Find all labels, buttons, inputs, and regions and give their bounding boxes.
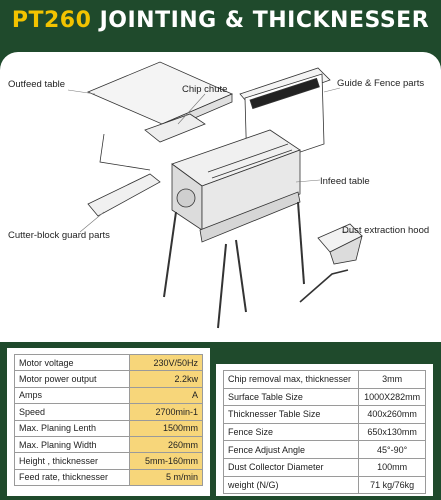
table-row	[15, 469, 203, 485]
spec-label: Amps	[15, 387, 130, 403]
spec-label: Surface Table Size	[224, 388, 359, 406]
title-text: JOINTING & THICKNESSER	[91, 8, 430, 33]
model-name: PT260	[11, 8, 92, 33]
spec-label: Max. Planing Lenth	[15, 420, 130, 436]
spec-value: 230V/50Hz	[130, 355, 203, 371]
specs-left-table	[14, 354, 203, 486]
table-row	[224, 458, 426, 476]
callout-dust-hood: Dust extraction hood	[342, 225, 430, 236]
table-row	[15, 404, 203, 420]
machine-body-shape	[172, 130, 300, 242]
lever-shape	[300, 270, 348, 302]
spec-label: Feed rate, thicknesser	[15, 469, 130, 485]
spec-value: 650x130mm	[359, 423, 426, 441]
spec-value: A	[130, 387, 203, 403]
table-row	[224, 388, 426, 406]
callout-guide-fence: Guide & Fence parts	[337, 78, 425, 89]
callout-cutter-guard: Cutter-block guard parts	[8, 230, 110, 241]
callout-outfeed-table: Outfeed table	[8, 79, 66, 90]
spec-value: 1500mm	[130, 420, 203, 436]
page-title	[0, 8, 441, 33]
spec-label: Speed	[15, 404, 130, 420]
table-row	[15, 453, 203, 469]
bracket-shape	[100, 134, 150, 170]
spec-label: Motor voltage	[15, 355, 130, 371]
spec-label: Fence Size	[224, 423, 359, 441]
specs-left-panel	[7, 348, 210, 496]
callout-infeed-table: Infeed table	[320, 176, 370, 187]
table-row	[224, 441, 426, 459]
table-row	[224, 371, 426, 389]
spec-value: 45°-90°	[359, 441, 426, 459]
specs-right-table	[223, 370, 426, 494]
table-row	[15, 387, 203, 403]
spec-value: 3mm	[359, 371, 426, 389]
cutter-guard-shape	[88, 174, 160, 216]
table-row	[15, 371, 203, 387]
spec-value: 100mm	[359, 458, 426, 476]
spec-label: Fence Adjust Angle	[224, 441, 359, 459]
exploded-diagram	[0, 52, 441, 342]
table-row	[15, 420, 203, 436]
spec-label: Max. Planing Width	[15, 436, 130, 452]
spec-value: 2700min-1	[130, 404, 203, 420]
callout-chip-chute: Chip chute	[182, 84, 228, 95]
spec-value: 400x260mm	[359, 406, 426, 424]
header	[0, 0, 441, 52]
spec-label: Thicknesser Table Size	[224, 406, 359, 424]
spec-value: 1000X282mm	[359, 388, 426, 406]
spec-label: Motor power output	[15, 371, 130, 387]
spec-label: Height , thicknesser	[15, 453, 130, 469]
table-row	[224, 423, 426, 441]
machine-illustration	[0, 52, 441, 342]
spec-label: Chip removal max, thicknesser	[224, 371, 359, 389]
spec-label: weight (N/G)	[224, 476, 359, 494]
spec-label: Dust Collector Diameter	[224, 458, 359, 476]
spec-value: 5 m/min	[130, 469, 203, 485]
table-row	[224, 406, 426, 424]
spec-value: 2.2kw	[130, 371, 203, 387]
table-row	[15, 436, 203, 452]
spec-value: 260mm	[130, 436, 203, 452]
table-row	[15, 355, 203, 371]
spec-value: 5mm-160mm	[130, 453, 203, 469]
spec-value: 71 kg/76kg	[359, 476, 426, 494]
specs-right-panel	[216, 364, 433, 496]
specs-section	[0, 342, 441, 500]
table-row	[224, 476, 426, 494]
